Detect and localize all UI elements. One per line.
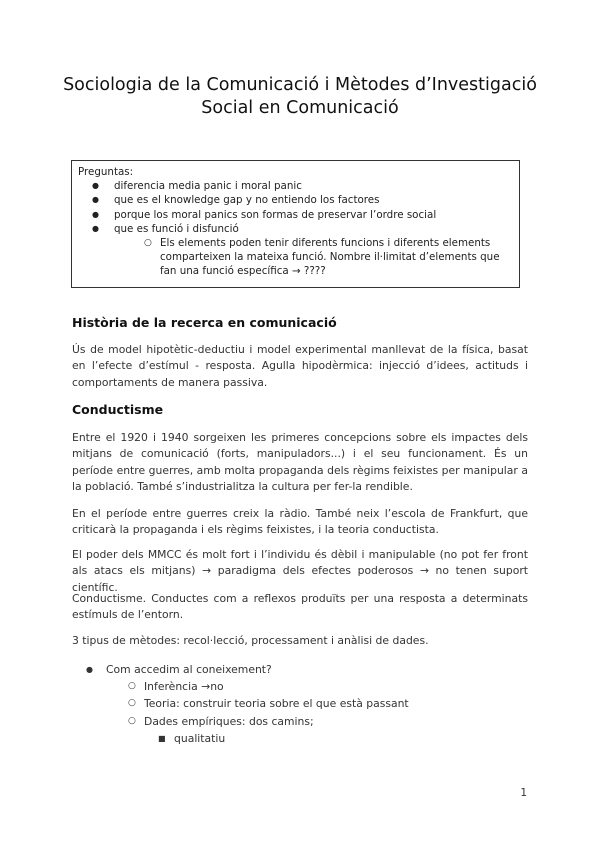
question-item: ● porque los moral panics son formas de preservar l’ordre social [92,208,513,222]
question-item [92,222,513,279]
paragraph-metodes: 3 tipus de mètodes: recol·lecció, processament i anàlisi de dades. [72,634,429,647]
question-item: ● que es el knowledge gap y no entiendo los factores [92,193,513,207]
list-item: ● Com accedim al coneixement? [86,661,528,678]
page-title [40,74,560,120]
question-item-text: que es funció i disfunció [114,222,239,235]
history-paragraph: Ús de model hipotètic-deductiu i model experimental manllevat de la física, basat en l’efecte d’estímul - resposta. Agulla hipodèrmica: injecció d’idees, actituds i comportaments de manera passiva. [72,343,528,389]
title-line-1: Sociologia de la Comunicació i Mètodes d’Investigació [63,75,537,95]
questions-box [71,160,520,288]
question-sublist [114,236,513,279]
page-number: 1 [520,787,527,799]
list-subitem: ○ Inferència →no [128,678,528,695]
conductisme-heading: Conductisme [72,402,164,417]
question-item: ● diferencia media panic i moral panic [92,179,513,193]
list-subitem: ○ Dades empíriques: dos camins; [128,713,528,730]
questions-heading: Preguntas: [78,166,134,178]
paragraph-1920: Entre el 1920 i 1940 sorgeixen les primeres concepcions sobre els impactes dels mitjans de comunicació (forts, manipuladors...) i el seu funcionament. És un període entre guerres, amb molta propaganda dels règims feixistes per manipular a la població. També s’industrialitza la cultura per fer-la rendible. [72,431,528,494]
paragraph-radio: En el període entre guerres creix la ràdio. També neix l’escola de Frankfurt, que criticarà la propaganda i els règims feixistes, i la teoria conductista. [72,507,528,537]
paragraph-conductisme: Conductisme. Conductes com a reflexos produïts per una resposta a determinats estímuls de l’entorn. [72,592,528,622]
question-subitem: ○ Els elements poden tenir diferents funcions i diferents elements comparteixen la mateixa funció. Nombre il·limitat d’elements que fan una funció específica → ???? [144,236,513,279]
questions-list [78,179,513,278]
paragraph-poder: El poder dels MMCC és molt fort i l’individu és dèbil i manipulable (no pot fer front als atacs els mitjans) → paradigma dels efectes poderosos → no tenen suport científic. [72,548,528,594]
list-subsubitem: ■ qualitatiu [158,730,528,747]
list-subitem: ○ Teoria: construir teoria sobre el que està passant [128,695,528,712]
title-line-2: Social en Comunicació [201,98,399,118]
history-heading: Història de la recerca en comunicació [72,315,337,330]
knowledge-list [72,661,528,747]
